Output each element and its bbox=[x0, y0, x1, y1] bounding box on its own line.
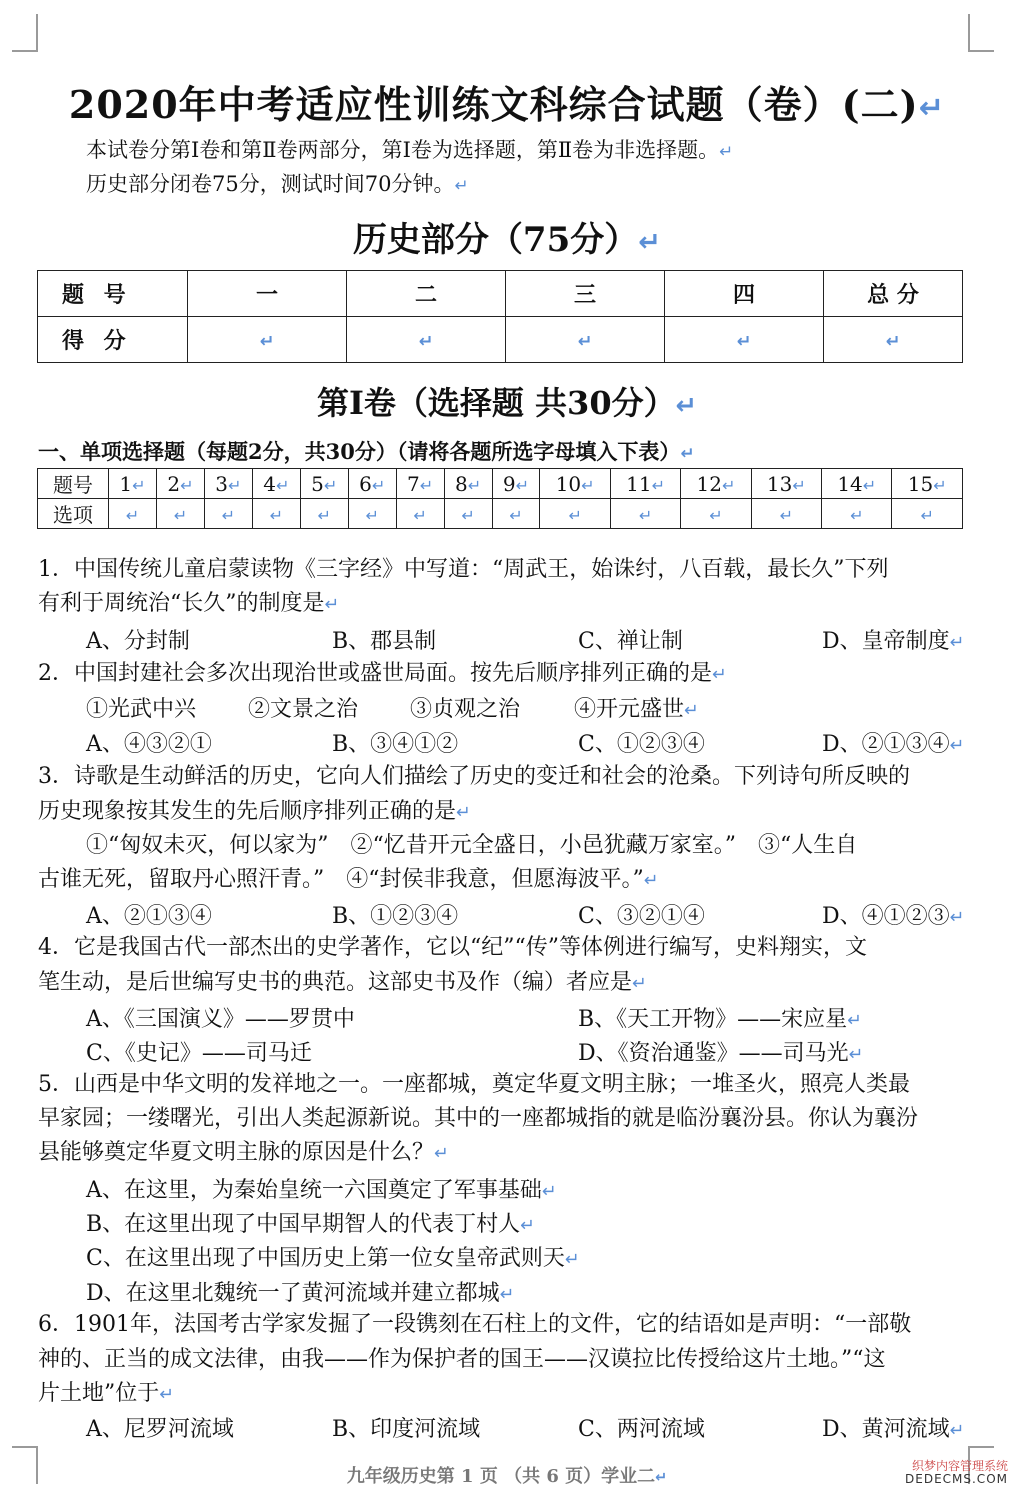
answer-choice-cell-5[interactable]: ↵ bbox=[300, 499, 348, 529]
answer-number-7: 7↵ bbox=[396, 469, 444, 499]
question-5-line-1: 5．山西是中华文明的发祥地之一。一座都城，奠定华夏文明主脉；一堆圣火，照亮人类最 bbox=[38, 1072, 911, 1097]
q2-option-b[interactable]: B、③④①② bbox=[332, 732, 459, 757]
score-header-1: 一 bbox=[188, 271, 347, 317]
answer-choice-cell-15[interactable]: ↵ bbox=[892, 499, 963, 529]
score-header-3: 三 bbox=[506, 271, 665, 317]
answer-number-12: 12↵ bbox=[681, 469, 751, 499]
score-table-header-row bbox=[38, 271, 963, 317]
question-1-line-1: 1．中国传统儿童启蒙读物《三字经》中写道：“周武王，始诛纣，八百载，最长久”下列 bbox=[38, 557, 889, 582]
answer-choice-cell-7[interactable]: ↵ bbox=[396, 499, 444, 529]
answer-number-15: 15↵ bbox=[892, 469, 963, 499]
q5-option-a[interactable]: A、在这里，为秦始皇统一六国奠定了军事基础↵ bbox=[86, 1178, 557, 1203]
answer-table-number-row bbox=[38, 469, 963, 499]
question-5-line-3: 县能够奠定华夏文明主脉的原因是什么？↵ bbox=[38, 1140, 449, 1165]
q5-option-b[interactable]: B、在这里出现了中国早期智人的代表丁村人↵ bbox=[86, 1212, 535, 1237]
q2-option-d[interactable]: D、②①③④↵ bbox=[822, 732, 965, 757]
question-5-line-2: 早家园；一缕曙光，引出人类起源新说。其中的一座都城指的就是临汾襄汾县。你认为襄汾 bbox=[38, 1106, 919, 1131]
answer-number-14: 14↵ bbox=[822, 469, 892, 499]
part-title: 第Ⅰ卷（选择题 共30分）↵ bbox=[316, 384, 698, 422]
question-3-line-2: 历史现象按其发生的先后顺序排列正确的是↵ bbox=[38, 799, 471, 824]
q1-option-d[interactable]: D、皇帝制度↵ bbox=[822, 629, 965, 654]
watermark bbox=[905, 1460, 1008, 1486]
q6-option-b[interactable]: B、印度河流域 bbox=[332, 1417, 481, 1442]
q6-option-c[interactable]: C、两河流域 bbox=[578, 1417, 705, 1442]
q4-option-b[interactable]: B、《天工开物》——宋应星↵ bbox=[578, 1007, 862, 1032]
score-cell-total[interactable]: ↵ bbox=[824, 317, 963, 363]
exam-title: 2020年中考适应性训练文科综合试题（卷）(二)↵ bbox=[68, 82, 946, 127]
answer-number-2: 2↵ bbox=[156, 469, 204, 499]
answer-number-13: 13↵ bbox=[751, 469, 821, 499]
q2-option-a[interactable]: A、④③②① bbox=[86, 732, 212, 757]
q4-option-a[interactable]: A、《三国演义》——罗贯中 bbox=[86, 1007, 355, 1032]
answer-choice-cell-6[interactable]: ↵ bbox=[348, 499, 396, 529]
question-3-line-3: ①“匈奴未灭，何以家为” ②“忆昔开元全盛日，小邑犹藏万家室。” ③“人生自 bbox=[86, 833, 858, 858]
q1-option-a[interactable]: A、分封制 bbox=[86, 629, 190, 654]
question-4-line-1: 4．它是我国古代一部杰出的史学著作，它以“纪”“传”等体例进行编写，史料翔实，文 bbox=[38, 935, 867, 960]
score-header-total: 总 分 bbox=[824, 271, 963, 317]
q4-option-c[interactable]: C、《史记》——司马迁 bbox=[86, 1041, 312, 1066]
section-title: 历史部分（75分）↵ bbox=[352, 220, 662, 260]
question-4-line-2: 笔生动，是后世编写史书的典范。这部史书及作（编）者应是↵ bbox=[38, 970, 647, 995]
q3-option-a[interactable]: A、②①③④ bbox=[86, 904, 212, 929]
instructions: 一、单项选择题（每题2分，共30分）（请将各题所选字母填入下表）↵ bbox=[38, 439, 695, 464]
q3-option-d[interactable]: D、④①②③↵ bbox=[822, 904, 965, 929]
question-6-line-2: 神的、正当的成文法律，由我——作为保护者的国王——汉谟拉比传授给这片土地。”“这 bbox=[38, 1347, 886, 1372]
q2-item-4: ④开元盛世↵ bbox=[574, 697, 699, 722]
q6-option-d[interactable]: D、黄河流域↵ bbox=[822, 1417, 965, 1442]
question-1-line-2: 有利于周统治“长久”的制度是↵ bbox=[38, 591, 340, 616]
score-row-label: 得 分 bbox=[38, 317, 188, 363]
answer-choice-cell-1[interactable]: ↵ bbox=[109, 499, 157, 529]
q2-item-3: ③贞观之治 bbox=[410, 697, 521, 722]
page-footer: 九年级历史第 1 页 （共 6 页）学业二↵ bbox=[346, 1466, 668, 1487]
q6-option-a[interactable]: A、尼罗河流域 bbox=[86, 1417, 234, 1442]
intro-line-1: 本试卷分第Ⅰ卷和第Ⅱ卷两部分，第Ⅰ卷为选择题，第Ⅱ卷为非选择题。↵ bbox=[86, 138, 734, 162]
answer-number-4: 4↵ bbox=[252, 469, 300, 499]
answer-choice-cell-10[interactable]: ↵ bbox=[540, 499, 610, 529]
score-cell-4[interactable]: ↵ bbox=[665, 317, 824, 363]
q2-item-1: ①光武中兴 bbox=[86, 697, 197, 722]
q3-option-c[interactable]: C、③②①④ bbox=[578, 904, 705, 929]
answer-table bbox=[37, 468, 963, 529]
score-header-4: 四 bbox=[665, 271, 824, 317]
answer-choice-cell-3[interactable]: ↵ bbox=[204, 499, 252, 529]
answer-choice-cell-14[interactable]: ↵ bbox=[822, 499, 892, 529]
question-6-line-3: 片土地”位于↵ bbox=[38, 1381, 174, 1406]
question-6-line-1: 6．1901年，法国考古学家发掘了一段镌刻在石柱上的文件，它的结语如是声明：“一部敬 bbox=[38, 1312, 912, 1337]
answer-number-6: 6↵ bbox=[348, 469, 396, 499]
answer-choice-cell-13[interactable]: ↵ bbox=[751, 499, 821, 529]
answer-row-label: 题号 bbox=[38, 469, 109, 499]
score-table bbox=[37, 270, 963, 363]
score-table-value-row bbox=[38, 317, 963, 363]
score-header-label: 题 号 bbox=[38, 271, 188, 317]
answer-choice-cell-11[interactable]: ↵ bbox=[610, 499, 680, 529]
question-3-line-1: 3．诗歌是生动鲜活的历史，它向人们描绘了历史的变迁和社会的沧桑。下列诗句所反映的 bbox=[38, 764, 911, 789]
answer-number-9: 9↵ bbox=[492, 469, 540, 499]
crop-mark-top-right bbox=[968, 14, 994, 52]
answer-choice-cell-12[interactable]: ↵ bbox=[681, 499, 751, 529]
score-cell-1[interactable]: ↵ bbox=[188, 317, 347, 363]
q1-option-c[interactable]: C、禅让制 bbox=[578, 629, 683, 654]
watermark-line-1: 织梦内容管理系统 bbox=[911, 1459, 1008, 1473]
answer-choice-cell-2[interactable]: ↵ bbox=[156, 499, 204, 529]
q3-option-b[interactable]: B、①②③④ bbox=[332, 904, 459, 929]
answer-choice-cell-4[interactable]: ↵ bbox=[252, 499, 300, 529]
question-2-line-1: 2．中国封建社会多次出现治世或盛世局面。按先后顺序排列正确的是↵ bbox=[38, 661, 727, 686]
watermark-line-2: DEDECMS.COM bbox=[905, 1472, 1008, 1486]
answer-table-choice-row bbox=[38, 499, 963, 529]
q5-option-d[interactable]: D、在这里北魏统一了黄河流域并建立都城↵ bbox=[86, 1281, 515, 1306]
crop-mark-top-left bbox=[12, 14, 38, 52]
q5-option-c[interactable]: C、在这里出现了中国历史上第一位女皇帝武则天↵ bbox=[86, 1246, 580, 1271]
answer-row-label-choice: 选项 bbox=[38, 499, 109, 529]
score-cell-2[interactable]: ↵ bbox=[347, 317, 506, 363]
answer-number-10: 10↵ bbox=[540, 469, 610, 499]
q2-item-2: ②文景之治 bbox=[248, 697, 359, 722]
q4-option-d[interactable]: D、《资治通鉴》——司马光↵ bbox=[578, 1041, 864, 1066]
question-3-line-4: 古谁无死，留取丹心照汗青。” ④“封侯非我意，但愿海波平。”↵ bbox=[38, 867, 659, 892]
answer-choice-cell-9[interactable]: ↵ bbox=[492, 499, 540, 529]
score-header-2: 二 bbox=[347, 271, 506, 317]
q1-option-b[interactable]: B、郡县制 bbox=[332, 629, 437, 654]
q2-option-c[interactable]: C、①②③④ bbox=[578, 732, 705, 757]
score-cell-3[interactable]: ↵ bbox=[506, 317, 665, 363]
answer-number-3: 3↵ bbox=[204, 469, 252, 499]
answer-number-5: 5↵ bbox=[300, 469, 348, 499]
answer-choice-cell-8[interactable]: ↵ bbox=[444, 499, 492, 529]
answer-number-1: 1↵ bbox=[109, 469, 157, 499]
intro-line-2: 历史部分闭卷75分，测试时间70分钟。↵ bbox=[86, 172, 469, 196]
answer-number-11: 11↵ bbox=[610, 469, 680, 499]
answer-number-8: 8↵ bbox=[444, 469, 492, 499]
